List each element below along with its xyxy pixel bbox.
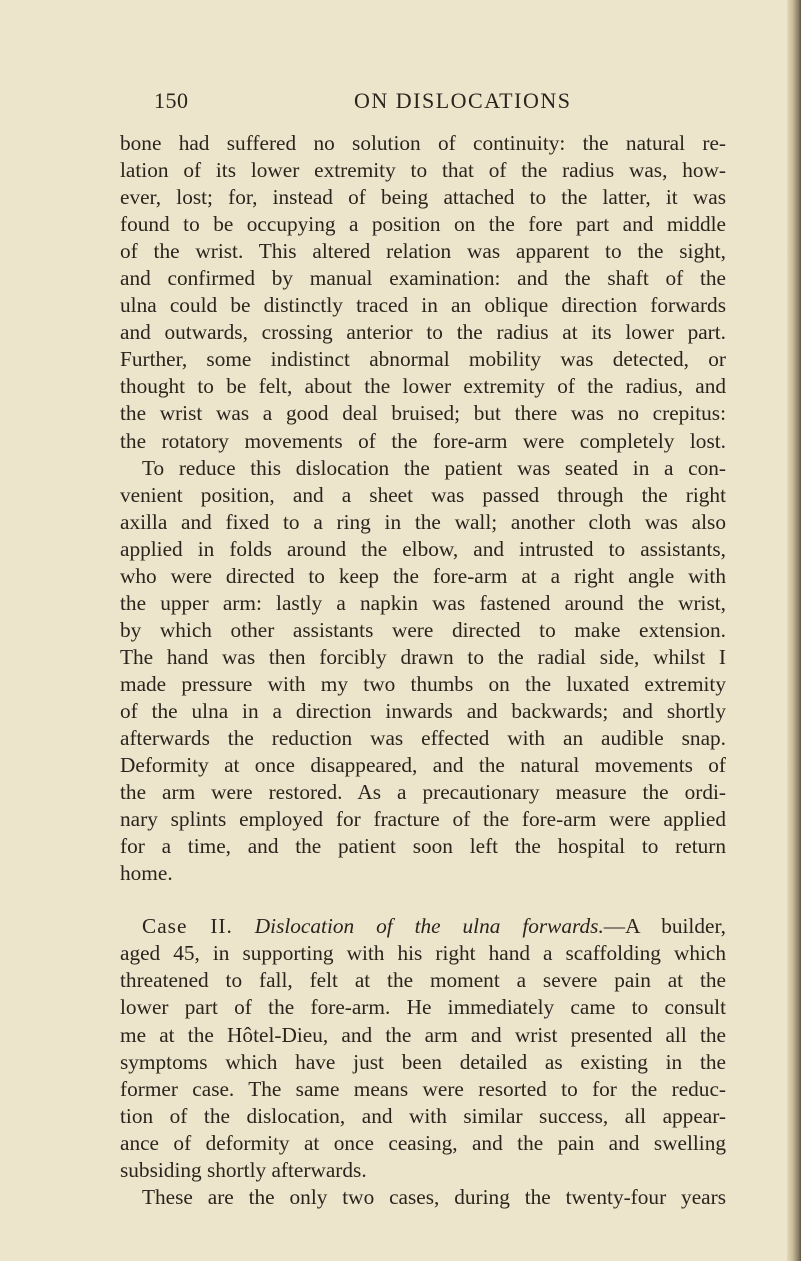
text-line: To reduce this dislocation the patient was seated in a con- <box>142 455 726 480</box>
text-line: lower part of the fore-arm. He immediately came to consult <box>120 995 726 1020</box>
case-label: Case II. <box>142 914 233 939</box>
body-text <box>120 130 726 1211</box>
case-heading-line <box>120 913 726 940</box>
case-title: Dislocation of the ulna forwards. <box>254 914 604 939</box>
text-line: and outwards, crossing anterior to the radius at its lower part. <box>120 320 726 345</box>
text-line: of the ulna in a direction inwards and backwards; and shortly <box>120 698 726 723</box>
text-line: the rotatory movements of the fore-arm were completely lost. <box>120 428 726 453</box>
text-line: symptoms which have just been detailed as existing in the <box>120 1049 726 1074</box>
text-line: nary splints employed for fracture of the fore-arm were applied <box>120 807 726 832</box>
paragraph-1 <box>120 130 726 455</box>
text-line: by which other assistants were directed to make extension. <box>120 617 726 642</box>
text-line: aged 45, in supporting with his right hand a scaffolding which <box>120 941 726 966</box>
page-edge <box>787 0 801 1261</box>
text-line: These are the only two cases, during the twenty-four years <box>142 1184 726 1209</box>
text-line: made pressure with my two thumbs on the luxated extremity <box>120 671 726 696</box>
text-line: axilla and fixed to a ring in the wall; another cloth was also <box>120 509 726 534</box>
text-line: applied in folds around the elbow, and intrusted to assistants, <box>120 536 726 561</box>
text-line: ance of deformity at once ceasing, and the pain and swelling <box>120 1130 726 1155</box>
text-line: tion of the dislocation, and with similar success, all appear- <box>120 1103 726 1128</box>
text-line: The hand was then forcibly drawn to the radial side, whilst I <box>120 644 726 669</box>
text-line: home. <box>120 861 173 886</box>
text-line: the wrist was a good deal bruised; but there was no crepitus: <box>120 401 726 426</box>
case-intro: —A builder, <box>603 914 727 939</box>
text-line: ever, lost; for, instead of being attached to the latter, it was <box>120 185 726 210</box>
text-line: lation of its lower extremity to that of the radius was, how- <box>120 158 726 183</box>
text-line: venient position, and a sheet was passed through the right <box>120 482 726 507</box>
text-line: of the wrist. This altered relation was apparent to the sight, <box>120 239 726 264</box>
text-line: and confirmed by manual examination: and the shaft of the <box>120 266 726 291</box>
text-line: the arm were restored. As a precautionary measure the ordi- <box>120 780 726 805</box>
page-number: 150 <box>154 88 189 113</box>
running-head: ON DISLOCATIONS <box>354 88 572 113</box>
text-line: the upper arm: lastly a napkin was fastened around the wrist, <box>120 590 726 615</box>
paragraph-gap <box>120 887 726 913</box>
paragraph-3 <box>120 913 726 1183</box>
text-line: Further, some indistinct abnormal mobility was detected, or <box>120 347 726 372</box>
text-line: afterwards the reduction was effected with an audible snap. <box>120 726 726 751</box>
text-line: ulna could be distinctly traced in an oblique direction forwards <box>120 293 726 318</box>
text-line: thought to be felt, about the lower extremity of the radius, and <box>120 374 726 399</box>
text-line: threatened to fall, felt at the moment a severe pain at the <box>120 968 726 993</box>
text-line: bone had suffered no solution of continuity: the natural re- <box>120 131 726 155</box>
page-header <box>154 88 714 122</box>
text-line: former case. The same means were resorted to for the reduc- <box>120 1076 726 1101</box>
text-line: who were directed to keep the fore-arm at a right angle with <box>120 563 726 588</box>
text-line: found to be occupying a position on the fore part and middle <box>120 212 726 237</box>
text-line: for a time, and the patient soon left the hospital to return <box>120 834 726 859</box>
text-line: subsiding shortly afterwards. <box>120 1157 367 1182</box>
text-line: me at the Hôtel-Dieu, and the arm and wrist presented all the <box>120 1022 726 1047</box>
paragraph-2 <box>120 455 726 888</box>
text-line: Deformity at once disappeared, and the natural movements of <box>120 753 726 778</box>
paragraph-4 <box>120 1184 726 1211</box>
